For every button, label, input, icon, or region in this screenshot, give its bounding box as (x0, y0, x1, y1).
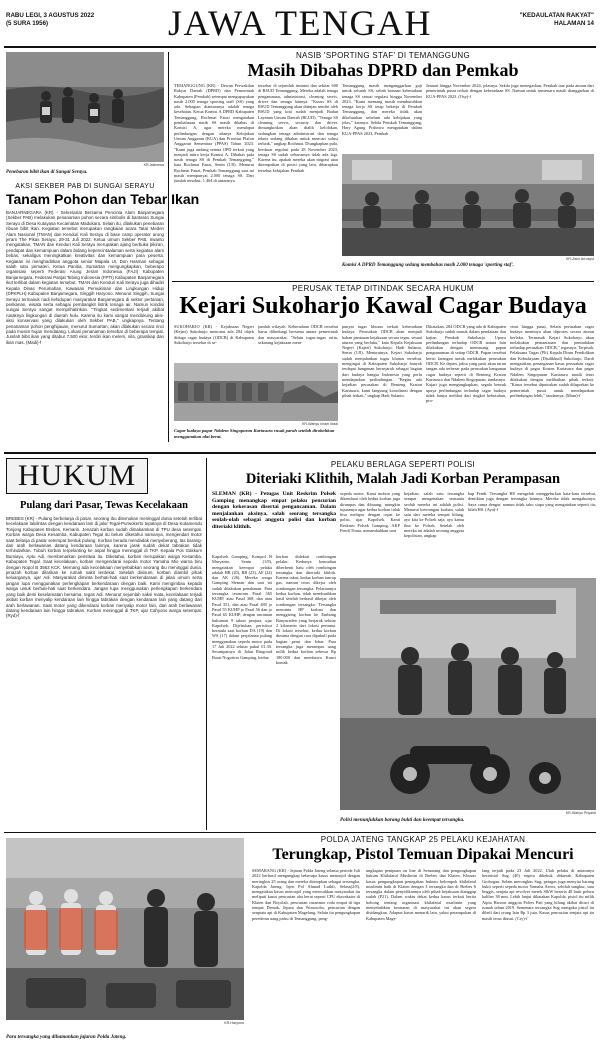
publication-name: "KEDAULATAN RAKYAT" (519, 12, 594, 19)
tersangka-photo (6, 838, 244, 1020)
masthead-rule (4, 46, 596, 48)
klithih-col5: kap Fendi. Tersangka HS mengelak menggelurkan kata-kata tersebut, demikian juga dengan tersangka lainnya. Mereka tidak mengakuinya. Saya cuma dengar, namun tidak tahu siapa yang mengatakan seperti itu, kilah HS. (Ayu)-f (468, 491, 596, 512)
photo-river-caption: Penebaran bibit ikan di Sungai Serayu. (6, 170, 88, 175)
klithih-col4: kejadian, salah satu tersangka sempat mengenakan seusuatu seolah mereka ini adalah polisi. Menurut keterangan korban, salah satu dari mereka sempat bilang, ayo kita ke Polsek saja, ayo kamu ikut ke Polsek. Setelah oleh mereka ini adalah seorang anggota kepolisian, ungkap (404, 491, 464, 539)
masthead-date-line2: (5 SURA 1956) (6, 20, 49, 27)
photo-cagar-credit: KR-Wahyu Imam Ibadi (301, 422, 338, 426)
sporting-col4: Januari hingga November 2024, jelasnya. Sekda juga menegaskan, Pemkab taat pada aturan dari pemerintah pusat terkait dengan keberadaan SS. Namun untuk semestara masih dianggarkan di KUA-PPAS 2023. (Osy)-f (426, 83, 594, 99)
kejari-col2: jumlah wilayah. Keberadaan ODCB tersebut harus dilindungi bersama antara pemerintah dan masyarakat. "Selain tugas-tugas rutin, sekarang kejaksaan mem- (258, 324, 338, 345)
divider-hukum-vertical (206, 458, 207, 830)
pohon-kicker: AKSI SEKBER PAB DI SUNGAI SERAYU (15, 183, 155, 190)
section-title: JAWA TENGAH (168, 3, 432, 43)
sporting-col2: tersebar di sejumlah instansi dan sekitar 600 di RSUD Temanggung. Mereka adalah tenaga pengamanan, administrasi, cleaning servis, driver dan tenaga lainnya. "Kusus SS di RSUD Temanggung akan ditinjau sendiri oleh RSUD yang kini sudah menjadi Badan Layanan Umum Daerah (BLUD). "Tenaga SS cleaning servis, security dan driver, dimungkinkan akan dialih kelolakan, sedangkan tenaga administrasi dan tenaga teknis sedang dibahas untuk mencari solusi terbaik," ungkap Rochmat. Diungkapkan pula, berdasar regulasi pada 28 November 2023, tenaga SS sudah seharusnya tidak ada lagi. Karena itu, apakah mereka akan migrasi atau ditempatkan di posisi yang lain, diharapkan tersebut kebijakan Pemkab (258, 83, 338, 173)
divider-sporting-kejari (172, 281, 594, 282)
klithih-col1: Kapolsek Gamping, Kompol B Muryanto, Senin (1/8), mengatakan keempat pelaku adalah HB (20), RB (23), AF (24) dan AK (26). Mereka warga Gamping Sleman dan saat ini sudah dilakukan penahanan. Para tersangka terancam Pasal 365 KUHP, atau Pasal 368, dan atau Pasal 351, dan atau Pasal 480 jo Pasal 55 KUHP jo Pasal 56 dan jo Pasal 65 KUHP, dengan ancaman hukuman 9 tahun penjara, ujar Kapolsek. Dijelaskan, peristiwa bermula saat korban DA (19) dan WS (17) dalam perjalanan pulang menggunakan sepeda motor pada 17 Juli 2022 sekitar pukul 01.30. Sesampainya di Jalan Ringroad Barat Nogotirto Gamping, kedua (212, 554, 272, 660)
klithih-kicker: PELAKU BERLAGA SEPERTI POLISI (330, 460, 476, 469)
divider-left-vertical (168, 52, 169, 442)
kejari-col4: Dikatakan, 284 ODCB yang ada di Kabupaten Sukoharjo sudah masuk dalam pendataan dan kajian Pemkab Sukoharjo. Upaya perlindungan terhadap ODCB antara lain dilakukan dengan memasang papan pengumuman di setiap ODCB. Papan tersebut berisi larangan untuk melakukan perusakan ODCB. Ke depan, jaksa yang pasti akan turun tangan ada terbesar pada perusakan bangunan cagar budaya seperti di Benteng Kraton Kartasura dan Ndalem Singopuran, tandasnya. Kajari juga mengungkapkan, segala bentuk upaya perlindungan terhadap cagar budaya tidak hanya melihat dari tingkat kebutuhan, pro- (426, 324, 506, 404)
photo-cagar (174, 363, 338, 421)
kejari-headline: Kejari Sukoharjo Kawal Cagar Budaya (179, 293, 587, 319)
sporting-headline: Masih Dibahas DPRD dan Pemkab (247, 60, 519, 80)
klithih-lead: SLEMAN (KR) - Petugas Unit Reskrim Polsek Gamping menangkap empat pelaku pencurian dengan kekerasan disertai pengancaman. Dalam menjalankan aksinya, salah seorang tersangka seolah-olah sebagai anggota polisi dan korban diteriaki klithih. (212, 491, 336, 530)
masthead-date-line1: RABU LEGI, 3 AGUSTUS 2022 (6, 12, 95, 19)
dprd-meeting-photo (342, 154, 594, 256)
masthead-publication (470, 12, 594, 28)
kejari-kicker: PERUSAK TETAP DITINDAK SECARA HUKUM (292, 284, 474, 293)
klithih-col3: sepeda motor. Kami mohon yang dikendarai oleh kedua korban juga dirampas dan dibuang, mungkin tujuannya agar kedua korban tidak bisa melapor dengan cepat ke polisi, ujar Kapolsek. Kanit Reskrim Polsek Gamping, AKP Fendi Timar, menambahkan saat (340, 491, 400, 534)
cagar-budaya-photo (174, 363, 338, 421)
klithih-headline: Diteriaki Klithih, Malah Jadi Korban Perampasan (245, 471, 561, 487)
pistol-kicker: POLDA JATENG TANGKAP 25 PELAKU KEJAHATAN (320, 835, 526, 844)
pohon-body: BANJARNEGARA (KR) - Sekretariat Bersama Pencinta Alam Banjarnegara (Sekber PAB) melakukan penanaman pohon secara simbolis di bantaran Sungai Serayu di Desa Kutayasa Kecamatan Madukara. Selain itu, dilakukan penebaran ribuan bibit ikan. Kegiatan tersebut merupakan rangkaian acara Tatar Meden Alam Nasional (TMAN) dan Kenduri Kali Serayu di base camp operator arung jeram The Pikas Serayu, 29-31 Juli 2022. Ketua umum Sekber PAB, Irwanto mengatakan, TMAN dan Kenduri Kali Serayu merupakan ajang berbuka pikiran, pendapat dan kemampuan dalam bidang kepencintaalaman serta kegiatan alam bebas, sekaligus meningkatkan kreativitas dan kemampuan para peserta. Kegiatan ini menghadirkan anggota senior Mapala UI, Don Hasman sebagai salah satu pemateri. Ketua Panitia, Sumartan mengungkapkan, beberapo organisasi seperti Federasi Arung Jeram Indonesia (FAJI) Kabupaten Banjarnegara, Federasi Panjat Tebing Indonesia (FPTI) Kabupaten Banjarnegara ikut terlibat dalam kegiatan tersebut. TMAN dan Kenduri Kali Serayu juga dihadiri Kepala Dinas Perumahan, Kawasan Pemukiman dan Lingkungan Hidup (DPKPLH) Kabupaten Banjarnegara, Singgih Haryono. Menurut Singgih, Sungai Serayu termasuk nadi kehidupan masyarakat Banjarnegara di sektor pertanian, perikanan, wisata serta sebagai pembangkit listrik tenaga air. Namun kondisi sungai Serayu sangat memprihatinkan. "Tingkat sedimentasi terjadi akibat rusaknya lingkungan di daerah hulu. Karena itu kami sangat mendukung aksi-aksi konservasi yang dilakukan oleh Sekber PAB," ungkapnya. Tentang penanaman pohon penghijauan, menurut Sumartan, akan dilakukan secara rinci pada musim hujan mendatang. Lokasi penanaman tersebar di beberapa tempat. Jumlah bibit ikan yang ditabur 7.500 ekor, terdiri ikan melem, nila, grasskap dan ikan mas. (Madi)-f (6, 210, 164, 345)
photo-dprd (342, 154, 594, 256)
kejari-col3: punyai tugas khusus terkait keberadaan budaya. Perusakan ODCB akan menjadi bahan pantauan kejaksaan secara tegas, sesuai aturan yang berlaku," kata Kepala Kejaksaan Negeri (Kajari) Sukoharjo, Hadi Sulanto, Senin (1/8). Menurutnya, Kejari Sukoharjo sudah menjalankan tugas khusus tersebut, mengingat di Kabupaten Sukoharjo banyak terdapat bangunan bersejarah sebagai bagian dari budaya bangsa Indonesia yang perlu mendapatkan perlindungan. "Begitu ada kejadian perusakan di Benteng Kraton Kartasura, kami langsung koordinasi dengan pihak terkait," ungkap Hadi Sulanto. (342, 324, 422, 398)
kejari-col5: vinsi hingga pusat. Selain perusakan cagar budaya mentinya akan diproses secara aturan berlaku. Termasuk Kejari Sukoharjo akan melakukan pemantauan dan penindakan terhadap perusakan ODCB," tegasnya. Terpisah, Pelaksana Tugas (Plt) Kepala Dinas Pendidikan dan Kebudayaan (Disdikbud) Sukoharjo, Dardi mengatakan, penanganan kasus perusakan cagar budaya di pagar Kraton Kartasura dan pagar Ndalem Singopuran Kartasura masih terus dilakukan dengan melibatkan pihak terkait. "Kasus tersebut diputuskan sudah dilaporkan ke pemerintah pusat untuk mendapatkan perlindungan lebih," tandasnya. (Mam)-f (510, 324, 594, 398)
photo-tersangka-credit: KR-Haryono (224, 1021, 244, 1025)
pistol-headline: Terungkap, Pistol Temuan Dipakai Mencuri (272, 846, 574, 863)
hukum-label: HUKUM (17, 459, 137, 492)
klithih-col2: korban didekati rombongan pelaku. Kedunya kemudian diberhenti hatu oleh rombongan tersangka dan diteriaki klithih. Karena takut, kedua korban tancap gas, namun terus dikejar oleh rombongan tersangka. Pelariannya kedua korban, tidak membuahkan hasil setelah berhasil dikejar oleh rombongan tersangka. Tersangka meminta HP korban dan menggiring korban ke Embung Banyuraden yang berjarak sekitar 2 kilometer dari lokasi pertama. Di lokasi tersebut, kedua korban diminta dengan cara dipukuli pada bagian perut dan lehar. Para tersangka juga merampas uang milik kedua korban sebesar Rp 180.000 dan membawa Kunci kontak (276, 554, 336, 665)
pohon-headline: Tanam Pohon dan Tebar Ikan (6, 191, 200, 207)
photo-river (6, 52, 164, 162)
photo-polisi (340, 578, 596, 810)
sporting-col3: Temanggung masih menganggarkan gaji untuk seluruh SS, sebab batasan keberadaan tenaga SS sesuai regulasi hingga November 2023. "Kami memang masih membutuhkan tenaga kerja SS tetap bekerja di Pemkab Temanggung, dan mereka tidak akan dikeluarkan sebelum ada kebijakan yang jelas," katanya. Sekda Pemkab Temanggung, Hary Agung Prabowo mengatakan dalam KUA-PPAS 2023, Pemkab (342, 83, 422, 136)
photo-cagar-caption: Cagar budaya pagar Ndalem Singopuran Kartasura rusak parah setelah dirobohkan menggunakan alat berat. (174, 428, 335, 439)
masthead-date (6, 12, 126, 28)
pasar-headline: Pulang dari Pasar, Tewas Kecelakaan (20, 500, 188, 511)
sporting-col1: TEMANGGUNG (KR) - Dewan Perwakilan Rakyat Daerah (DPRD) dan Pemerintah Kabupaten (Pemkab) setempat mengupayakan nasib 2.000 tenaga sporting staff (SS) yang ada. Sebagian diantaranya adalah tenaga kesehatan. Ketua Komisi A DPRD Kabupaten Temanggung, Rochmat Fauzi mengatakan pembahasan nasib SS masih dibahas di Komisi A, agar mereka mendapat perlindungan dengan adanya Kebijakan Umum Anggaran (KUA) dan Prioritas Plafon Anggaran Sementara (PPAS) Tahun 2023. "Kami juga undang semua OPD terkait yang menjadi mitra kerja Komisi A. Dibahas pula nasib tenaga SS di Pemkab Temanggung," kata Rochmat Fauzi, Senin (1/8). Menurut Rochmat Fauzi, Pemkab Temanggung saat ini masih mempunyai 2.000 tenaga SS. Dari jumlah tersebut, 1.464 di antaranya (174, 83, 254, 184)
divider-hukum-top (4, 452, 596, 454)
pistol-col1: SEMARANG (KR) - Jajaran Polda Jateng selama periode Juli 2022 berhasil mengungkap beberapa kasus menonjol dengan meringkus 25 orang dan mereka ditetapkan sebagai tersangka. Kapolda Jateng, Irjen Pol Ahmad Luthfi, Selasa(2/8), mengatakan kasus menonjol yang merosahkan masyarakat itu meliputi kasus pencurian alat berat seperti CPU ekavakator di Klaten dan Boyolali, pencurian curanmor roda empat di tiga tempat Demak, Jepara dan Wonosobo, pencurian dengan senpiata api di Kabupaten Magelang. Selain itu pengungkapan perederan uang palsu di Temanggung, peng- (252, 868, 360, 921)
pistol-col3: lang terjadi pada 23 Juli 2022. Ulah pelaku di antaranya berinisial Sug (40) segera dibekuk didaerah Kabupaten Grobogan. Selain merongkus Sug, petugas juga menyita barang bukti seperti sepeda motor Yamaha Aerox, sebilah sangkur, satu linggis, senjata api revolver merek S&W beserta 48 butir peluru kaliber 38 mm. Lebih lanjut dikatakan Kapolda, pistol itu milik Aiptu Haroon anggota Polres Pati yang hilang akibat dicuri di rumah tahun 2019. Semenara tersangka Sug mengaku pistol itu dibeli dari orang lain Rp 3 juta. Kasus pencurian senjata api itu masih terus diusut. (Cry)-f (482, 868, 594, 921)
divider-pistol-top (4, 832, 596, 833)
page-number: HALAMAN 14 (554, 20, 594, 27)
photo-tersangka (6, 838, 244, 1020)
river-photo-image (6, 52, 164, 162)
kejari-col1: SUKOHARJO (KR) - Kejaksaan Negeri (Kejari) Sukoharjo mencatat ada 284 objek diduga cagar budaya (ODCB) di Kabupaten Sukoharjo tersebar di se- (174, 324, 254, 345)
polisi-press-photo (340, 578, 596, 810)
sporting-kicker: NASIB 'SPORTING STAF' DI TEMANGGUNG (295, 51, 471, 60)
photo-polisi-credit: KR-Wahyu Priyanti (565, 811, 596, 815)
photo-tersangka-caption: Para tersangka yang dihamankan jajaran Polda Jateng. (6, 1034, 127, 1040)
pasar-body: BREBES (KR) - Pulang berbelanja di pasar, seorang ibu ditemukan meninggal dunia setelah terlibat kecelakaan lalulintas dengan kendaraan lain di jalur Tegal-Purwokerto tepatnya di Desa Kutamendu Tonjong Kabupaten Brebes, Kemarin. Jenazah korban sudah dimakamkan di TPU desa setempat. Korban warga Desa Kesamba, Kabupaten Tegal itu belum diketahui namanya, mengendari motor saat belanja di pasar setempat bentuk pulang. Korban berada mendadak menyeberang, tas barang-dari arah berlawanan datang kendaraan lainnya, karena jarak sudah dekat tabrakan tidak terhindarkan. Tubuh korban terpelanting ke aspal hingga meninggal di TKP. Kepala Pos Gakkum Bumiayu, Aptu Adi, membenarkan peristiwa itu. Diketahui, korban merupakan warga Kesamba, Kabupaten Tegal. Saat kecelakaan, korban mengendarai sepeda motor Yamaha Mio warna biru dengan Nopol B 3563 KCK. Memang ada kecelakaan menyebabkan seorang ibu meninggal dunia, jenazah korban dilarikan ke rumah sakit terdekat. Setelah divisum, korban diambil pihak keluarganya, ujar Adi. Masyarakat diminta berhati-hati saat berkendaraan di jalan umum serta jangan lupa menggunakan perlengkapan berkendaraan dengan baik. Kami mengimbau kepada warga untuk berhati-hati saat berkendara. Jangan lupa menggunakan perlengkapan berkendara yang baik demi keselamatan bersama, tegas Adi. Menurut sejumlah saksi mata, kecelakaan terjadi akibat korban menyalip kendaraan lain hingga tabrakan dengan kendaraan lain yang datang dari arah berlawanan. Saat motor yang dikendarai korban menyalip motor lain, dari arah berlawanan datang kendaraan lain hingga tabrakan. Korban meninggal di TKP, ujar Cahyono warga setempat. (Ryd)-f (6, 516, 202, 619)
photo-river-credit: KR-Istimewa (143, 163, 164, 167)
photo-polisi-caption: Polisi menunjukkan barang bukti dan keempat tersangka. (340, 817, 465, 823)
photo-dprd-credit: KR-Zaini Arrosyid (566, 257, 594, 261)
photo-dprd-caption: Komisi A DPRD Temanggung sedang membahas nasib 2.000 tenaga 'sporting staf'. (342, 263, 514, 268)
hukum-label-box (6, 458, 148, 494)
pistol-col2: ungkapan penipuan on line di Semarang dan pengungkapan hukum Khilafatul Muslimin di Brebes dan Klaten. Khusus kasus pengungkapan penegakan hukum kelompok khilafatul muslimin baik di Klaten dengan 3 tersangka dan di Brebes 6 tersangka dalam penyidikannya oleh pihak kejaksaan dianggap sudah (P21). Dalam waktu dekat kedua kasus terkait berita bohong tentang organisasi khilafatul muslimin yang menyebabkan keonaran di masyarakat ini akan segera disidangkan. Adapun kasus menarik lain, yakni perampokan di Kabupaten Mage- (366, 868, 476, 921)
